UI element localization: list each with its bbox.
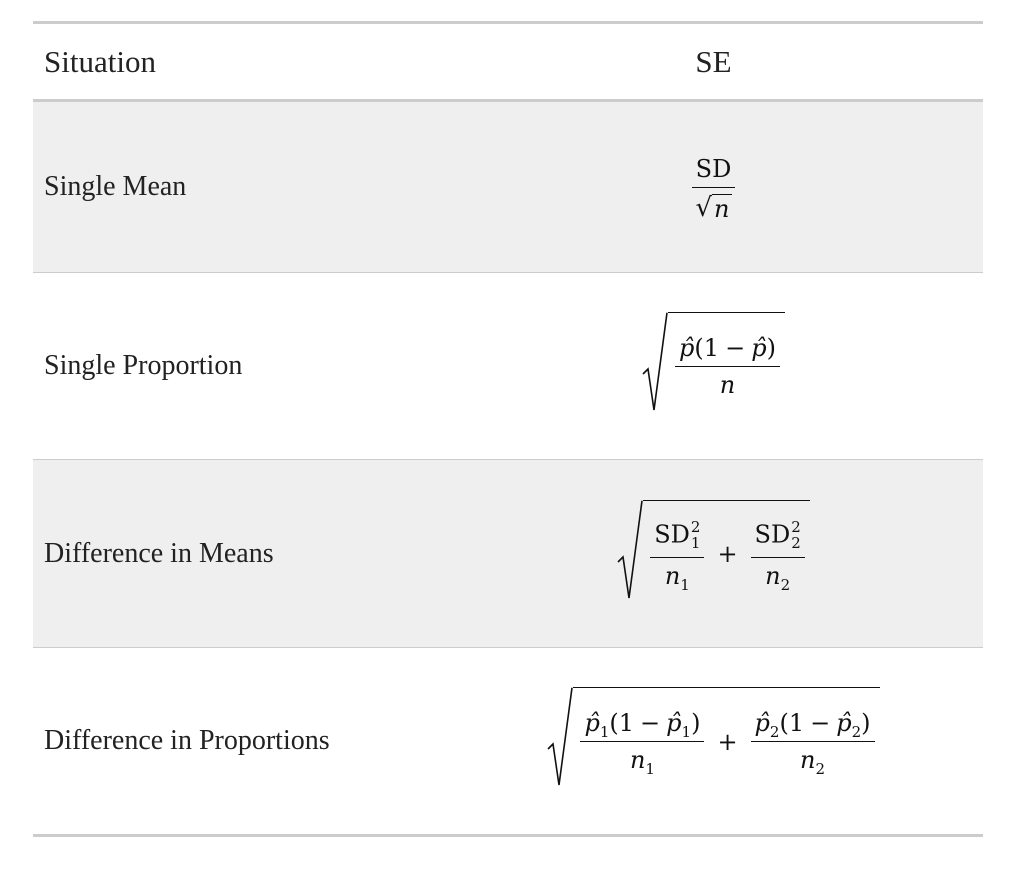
situation-single-mean: Single Mean	[33, 101, 494, 273]
subscript-2: 2	[780, 576, 791, 595]
fraction	[691, 157, 735, 221]
p-hat: p̂	[751, 334, 767, 362]
formula-single-proportion	[494, 273, 983, 460]
radicand	[573, 687, 879, 787]
situation-single-proportion: Single Proportion	[33, 273, 494, 460]
radicand	[668, 312, 785, 412]
denominator-sqrt-n	[691, 188, 735, 221]
situation-difference-in-means: Difference in Means	[33, 460, 494, 648]
fraction-group-2	[751, 709, 875, 778]
n-symbol: n	[629, 746, 646, 774]
header-situation: Situation	[33, 23, 494, 101]
table-row	[33, 648, 983, 836]
subscript-1: 1	[645, 759, 655, 778]
table-row	[33, 460, 983, 648]
table-row	[33, 101, 983, 273]
one: 1	[703, 334, 720, 362]
rparen: )	[766, 334, 776, 362]
header-se: SE	[494, 23, 983, 101]
formula-single-mean	[494, 101, 983, 273]
p-hat: p̂	[836, 709, 852, 737]
formula-difference-in-means	[494, 460, 983, 648]
sqrt-expression	[642, 312, 785, 412]
minus: −	[640, 709, 661, 737]
sup-sub	[690, 517, 701, 552]
n-symbol: n	[664, 562, 681, 591]
radical-sign	[547, 687, 573, 787]
plus: +	[717, 727, 738, 756]
numerator	[580, 711, 704, 742]
table-row	[33, 273, 983, 460]
standard-error-table	[33, 21, 983, 837]
se-single-mean-math	[688, 157, 738, 221]
fraction-group-2	[751, 517, 805, 595]
n-symbol: n	[800, 746, 816, 774]
radical-sign: √	[695, 193, 713, 223]
lparen: (	[779, 709, 789, 737]
denominator	[796, 742, 829, 778]
header-row	[33, 23, 983, 101]
subscript-1: 1	[680, 576, 690, 595]
fraction	[675, 336, 780, 397]
sqrt-expression	[617, 500, 810, 600]
subscript-2: 2	[791, 533, 801, 552]
numerator	[650, 517, 704, 559]
numerator	[751, 517, 805, 559]
subscript-2: 2	[769, 722, 780, 741]
one: 1	[618, 709, 635, 737]
formula-difference-in-proportions	[494, 648, 983, 836]
sqrt-expression	[547, 687, 879, 787]
subscript-2: 2	[851, 722, 862, 741]
denominator	[626, 742, 659, 778]
numerator-sd: SD	[692, 157, 736, 188]
sup-sub	[791, 517, 801, 552]
p-hat: p̂	[584, 709, 600, 737]
denominator-n: n	[719, 371, 736, 399]
situation-difference-in-proportions: Difference in Proportions	[33, 648, 494, 836]
rparen: )	[691, 709, 701, 737]
subscript-2: 2	[815, 759, 826, 778]
subscript-1: 1	[690, 533, 701, 552]
p-hat: p̂	[679, 334, 695, 362]
se-difference-in-proportions-math	[547, 687, 879, 787]
radicand	[643, 500, 810, 600]
fraction-group-1	[580, 709, 704, 778]
p-hat: p̂	[666, 709, 682, 737]
sd-symbol: SD	[754, 520, 791, 548]
denominator	[661, 558, 694, 595]
denominator	[761, 558, 794, 595]
n-symbol: n	[714, 195, 730, 223]
rparen: )	[861, 709, 871, 737]
sd-symbol: SD	[654, 520, 690, 548]
superscript-2: 2	[690, 517, 701, 536]
one: 1	[788, 709, 805, 737]
minus: −	[725, 334, 746, 362]
radical-sign	[617, 500, 643, 600]
se-difference-in-means-math	[617, 500, 810, 600]
numerator	[675, 336, 780, 367]
plus: +	[717, 540, 738, 568]
n-symbol: n	[765, 562, 781, 591]
fraction-group-1	[650, 517, 704, 595]
sqrt-n	[695, 194, 731, 221]
standard-error-table-container	[33, 21, 983, 837]
numerator	[751, 711, 875, 742]
lparen: (	[609, 709, 619, 737]
minus: −	[810, 709, 831, 737]
superscript-2: 2	[791, 517, 801, 536]
lparen: (	[694, 334, 704, 362]
subscript-1: 1	[599, 722, 610, 741]
p-hat: p̂	[754, 709, 770, 737]
radical-sign	[642, 312, 668, 412]
se-single-proportion-math	[642, 312, 785, 412]
subscript-1: 1	[681, 722, 692, 741]
